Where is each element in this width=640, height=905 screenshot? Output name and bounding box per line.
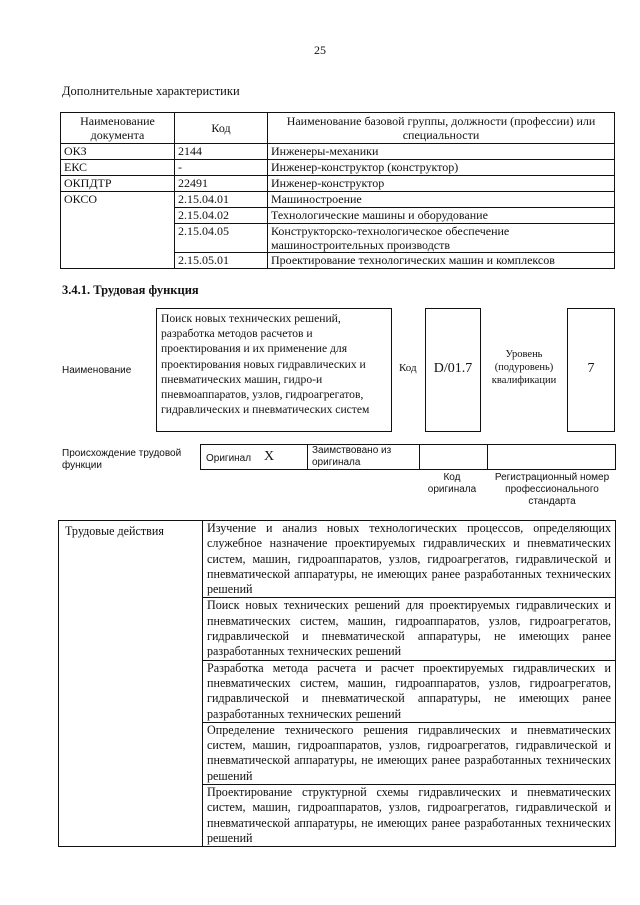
row-code: - <box>175 160 268 176</box>
table-row <box>59 521 616 598</box>
header-doc-name: Наименование документа <box>61 113 175 144</box>
row-name: Машиностроение <box>268 192 615 208</box>
row-doc: ЕКС <box>61 160 175 176</box>
row-name: Проектирование технологических машин и комплексов <box>268 253 615 269</box>
page-number: 25 <box>314 43 326 57</box>
row-name: Технологические машины и оборудование <box>268 208 615 224</box>
action-item: Поиск новых технических решений для проектируемых гидравлических и пневматических систем, машин, гидроаппаратов, узлов, гидроагрегатов, гидравлической и пневматической аппаратуры, не имеющих ранее разработанных технических решений <box>203 598 616 660</box>
origin-label: Происхождение трудовой функции <box>62 448 182 471</box>
row-code: 2.15.04.01 <box>175 192 268 208</box>
action-item: Определение технического решения гидравлических и пневматических систем, машин, гидроаппаратов, узлов, гидроагрегатов, гидравлической и пневматической аппаратуры, не имеющих ранее разработанных технических решений <box>203 722 616 784</box>
header-group-name: Наименование базовой группы, должности (профессии) или специальности <box>268 113 615 144</box>
row-name: Инженеры-механики <box>268 144 615 160</box>
table-row <box>61 160 615 176</box>
table-row <box>61 192 615 208</box>
reg-number-label: Регистрационный номер профессионального стандарта <box>494 472 610 507</box>
table-row <box>61 144 615 160</box>
code-original-label: Код оригинала <box>427 472 477 495</box>
row-name: Конструкторско-технологическое обеспечение машиностроительных производств <box>268 224 615 253</box>
code-value: D/01.7 <box>433 361 473 376</box>
action-item: Проектирование структурной схемы гидравлических и пневматических систем, машин, гидроаппаратов, узлов, гидроагрегатов, гидравлической и пневматической аппаратуры, не имеющих ранее разработанных технических решений <box>203 785 616 847</box>
characteristics-caption: Дополнительные характеристики <box>62 84 240 98</box>
code-value-box <box>425 308 481 432</box>
row-code: 2.15.05.01 <box>175 253 268 269</box>
name-label: Наименование <box>62 365 132 376</box>
header-code: Код <box>175 113 268 144</box>
level-value: 7 <box>587 361 595 376</box>
row-doc: ОКЗ <box>61 144 175 160</box>
row-name: Инженер-конструктор (конструктор) <box>268 160 615 176</box>
row-code: 2.15.04.02 <box>175 208 268 224</box>
row-code: 2.15.04.05 <box>175 224 268 253</box>
level-value-box <box>567 308 615 432</box>
borrowed-label: Заимствовано из оригинала <box>312 445 392 468</box>
row-doc: ОКПДТР <box>61 176 175 192</box>
labor-actions-table <box>58 520 616 847</box>
function-name-box: Поиск новых технических решений, разработка методов расчетов и проектирования и их применение для проектирования новых гидравлических и пневматических машин, гидро-и пневмоаппаратов, узлов, гидроагрегатов, гидравлических и пневматических систем <box>156 308 392 432</box>
row-doc: ОКСО <box>61 192 175 269</box>
row-code: 22491 <box>175 176 268 192</box>
table-row <box>61 176 615 192</box>
characteristics-table <box>60 112 615 269</box>
action-item: Разработка метода расчета и расчет проектируемых гидравлических и пневматических систем, машин, гидроаппаратов, узлов, гидроагрегатов, гидравлической и пневматической аппаратуры, не имеющих ранее разработанных технических решений <box>203 660 616 722</box>
labor-function-heading: 3.4.1. Трудовая функция <box>62 283 199 297</box>
code-label: Код <box>399 362 417 374</box>
original-mark: X <box>264 449 275 464</box>
row-name: Инженер-конструктор <box>268 176 615 192</box>
table-header-row <box>61 113 615 144</box>
original-label: Оригинал <box>206 453 252 464</box>
level-label: Уровень (подуровень) квалификации <box>491 349 557 386</box>
actions-label: Трудовые действия <box>59 521 203 847</box>
row-code: 2144 <box>175 144 268 160</box>
action-item: Изучение и анализ новых технологических процессов, определяющих служебное назначение проектируемых гидравлических и пневматических систем, машин, гидроаппаратов, узлов, гидроагрегатов, гидравлической и пневматической аппаратуры, не имеющих ранее разработанных технических решений <box>203 521 616 598</box>
